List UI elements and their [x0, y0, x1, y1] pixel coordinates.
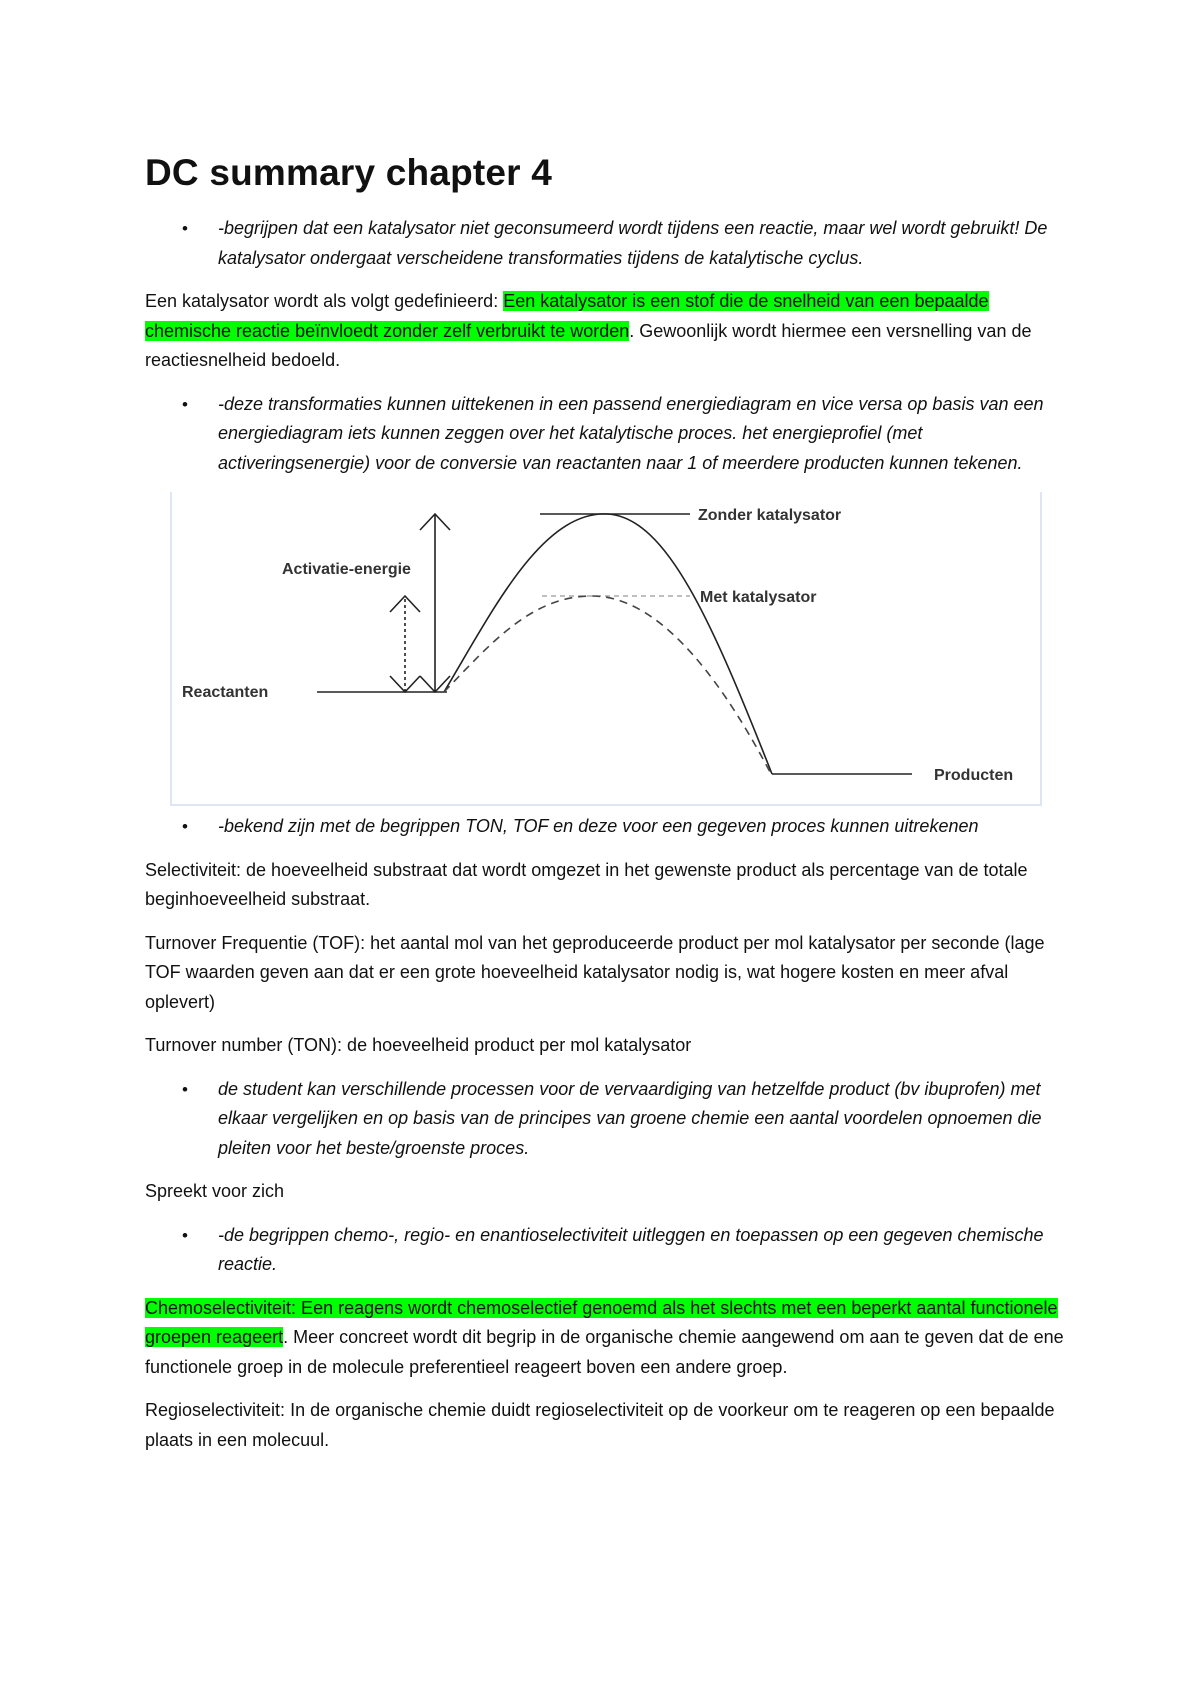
energy-diagram [170, 492, 1042, 806]
learning-goal-4 [145, 1075, 1065, 1164]
label-met-katalysator: Met katalysator [700, 589, 817, 606]
bullet-icon: • [182, 394, 188, 414]
activation-arrow-dotted-head [390, 596, 420, 612]
label-zonder-katalysator: Zonder katalysator [698, 507, 842, 524]
document-page [145, 150, 1065, 1469]
bullet-icon: • [182, 1225, 188, 1245]
energy-diagram-svg [172, 492, 1040, 804]
learning-goal-text: -begrijpen dat een katalysator niet geconsumeerd wordt tijdens een reactie, maar wel wordt gebruikt! De katalysator ondergaat verscheidene transformaties tijdens de katalytische cyclus. [218, 218, 1048, 268]
label-activatie-energie: Activatie-energie [282, 561, 411, 578]
regioselectiviteit-paragraph: Regioselectiviteit: In de organische chemie duidt regioselectiviteit op de voorkeur om te reageren op een bepaalde plaats in een molecuul. [145, 1400, 1055, 1450]
learning-goal-2 [145, 390, 1065, 479]
tof-paragraph: Turnover Frequentie (TOF): het aantal mol van het geproduceerde product per mol katalysator per seconde (lage TOF waarden geven aan dat er een grote hoeveelheid katalysator nodig is, wat hogere kosten en meer afval oplevert) [145, 932, 1045, 1012]
katalysator-definition [145, 287, 1065, 376]
label-reactanten: Reactanten [182, 684, 269, 701]
learning-goal-text: de student kan verschillende processen voor de vervaardiging van hetzelfde product (bv ibuprofen) met elkaar vergelijken en op basis van de principes van groene chemie een aantal voordelen opnoemen die pleiten voor het beste/groenste proces. [218, 1078, 1042, 1158]
chemo-rest: . Meer concreet wordt dit begrip in de organische chemie aangewend om aan te geven dat de ene functionele groep in de molecule preferentieel reageert boven een andere groep. [145, 1327, 1064, 1377]
learning-goal-5 [145, 1221, 1065, 1280]
selectiviteit-paragraph: Selectiviteit: de hoeveelheid substraat dat wordt omgezet in het gewenste product als percentage van de totale beginhoeveelheid substraat. [145, 859, 1028, 909]
page-title: DC summary chapter 4 [145, 152, 553, 193]
katalysator-rest: . Gewoonlijk wordt hiermee een versnelling van de reactiesnelheid bedoeld. [145, 320, 1032, 370]
ton-paragraph: Turnover number (TON): de hoeveelheid product per mol katalysator [145, 1035, 692, 1055]
catalyzed-curve [444, 596, 770, 772]
bullet-icon: • [182, 817, 188, 836]
bullet-icon: • [182, 1079, 188, 1099]
learning-goal-3 [145, 812, 1065, 842]
uncatalyzed-curve [444, 514, 772, 774]
bullet-icon: • [182, 219, 188, 238]
label-producten: Producten [934, 767, 1014, 784]
chemo-highlight: Chemoselectiviteit: Een reagens wordt chemoselectief genoemd als het slechts met een beperkt aantal functionele groepen reageert [145, 1297, 1058, 1347]
learning-goal-text: -deze transformaties kunnen uittekenen in een passend energiediagram en vice versa op basis van een energiediagram iets kunnen zeggen over het katalytische proces. het energieprofiel (met activeringsenergie) voor de conversie van reactanten naar 1 of meerdere producten kunnen tekenen. [218, 393, 1044, 473]
katalysator-highlight: Een katalysator is een stof die de snelheid van een bepaalde chemische reactie beïnvloedt zonder zelf verbruikt te worden [145, 291, 989, 341]
learning-goal-text: -bekend zijn met de begrippen TON, TOF en deze voor een gegeven proces kunnen uitrekenen [218, 816, 979, 836]
learning-goal-text: -de begrippen chemo-, regio- en enantioselectiviteit uitleggen en toepassen op een gegeven chemische reactie. [218, 1224, 1044, 1274]
learning-goal-1 [145, 214, 1065, 273]
katalysator-intro: Een katalysator wordt als volgt gedefinieerd: [145, 291, 504, 311]
chemoselectiviteit-paragraph [145, 1294, 1065, 1383]
spreekt-paragraph: Spreekt voor zich [145, 1181, 285, 1201]
